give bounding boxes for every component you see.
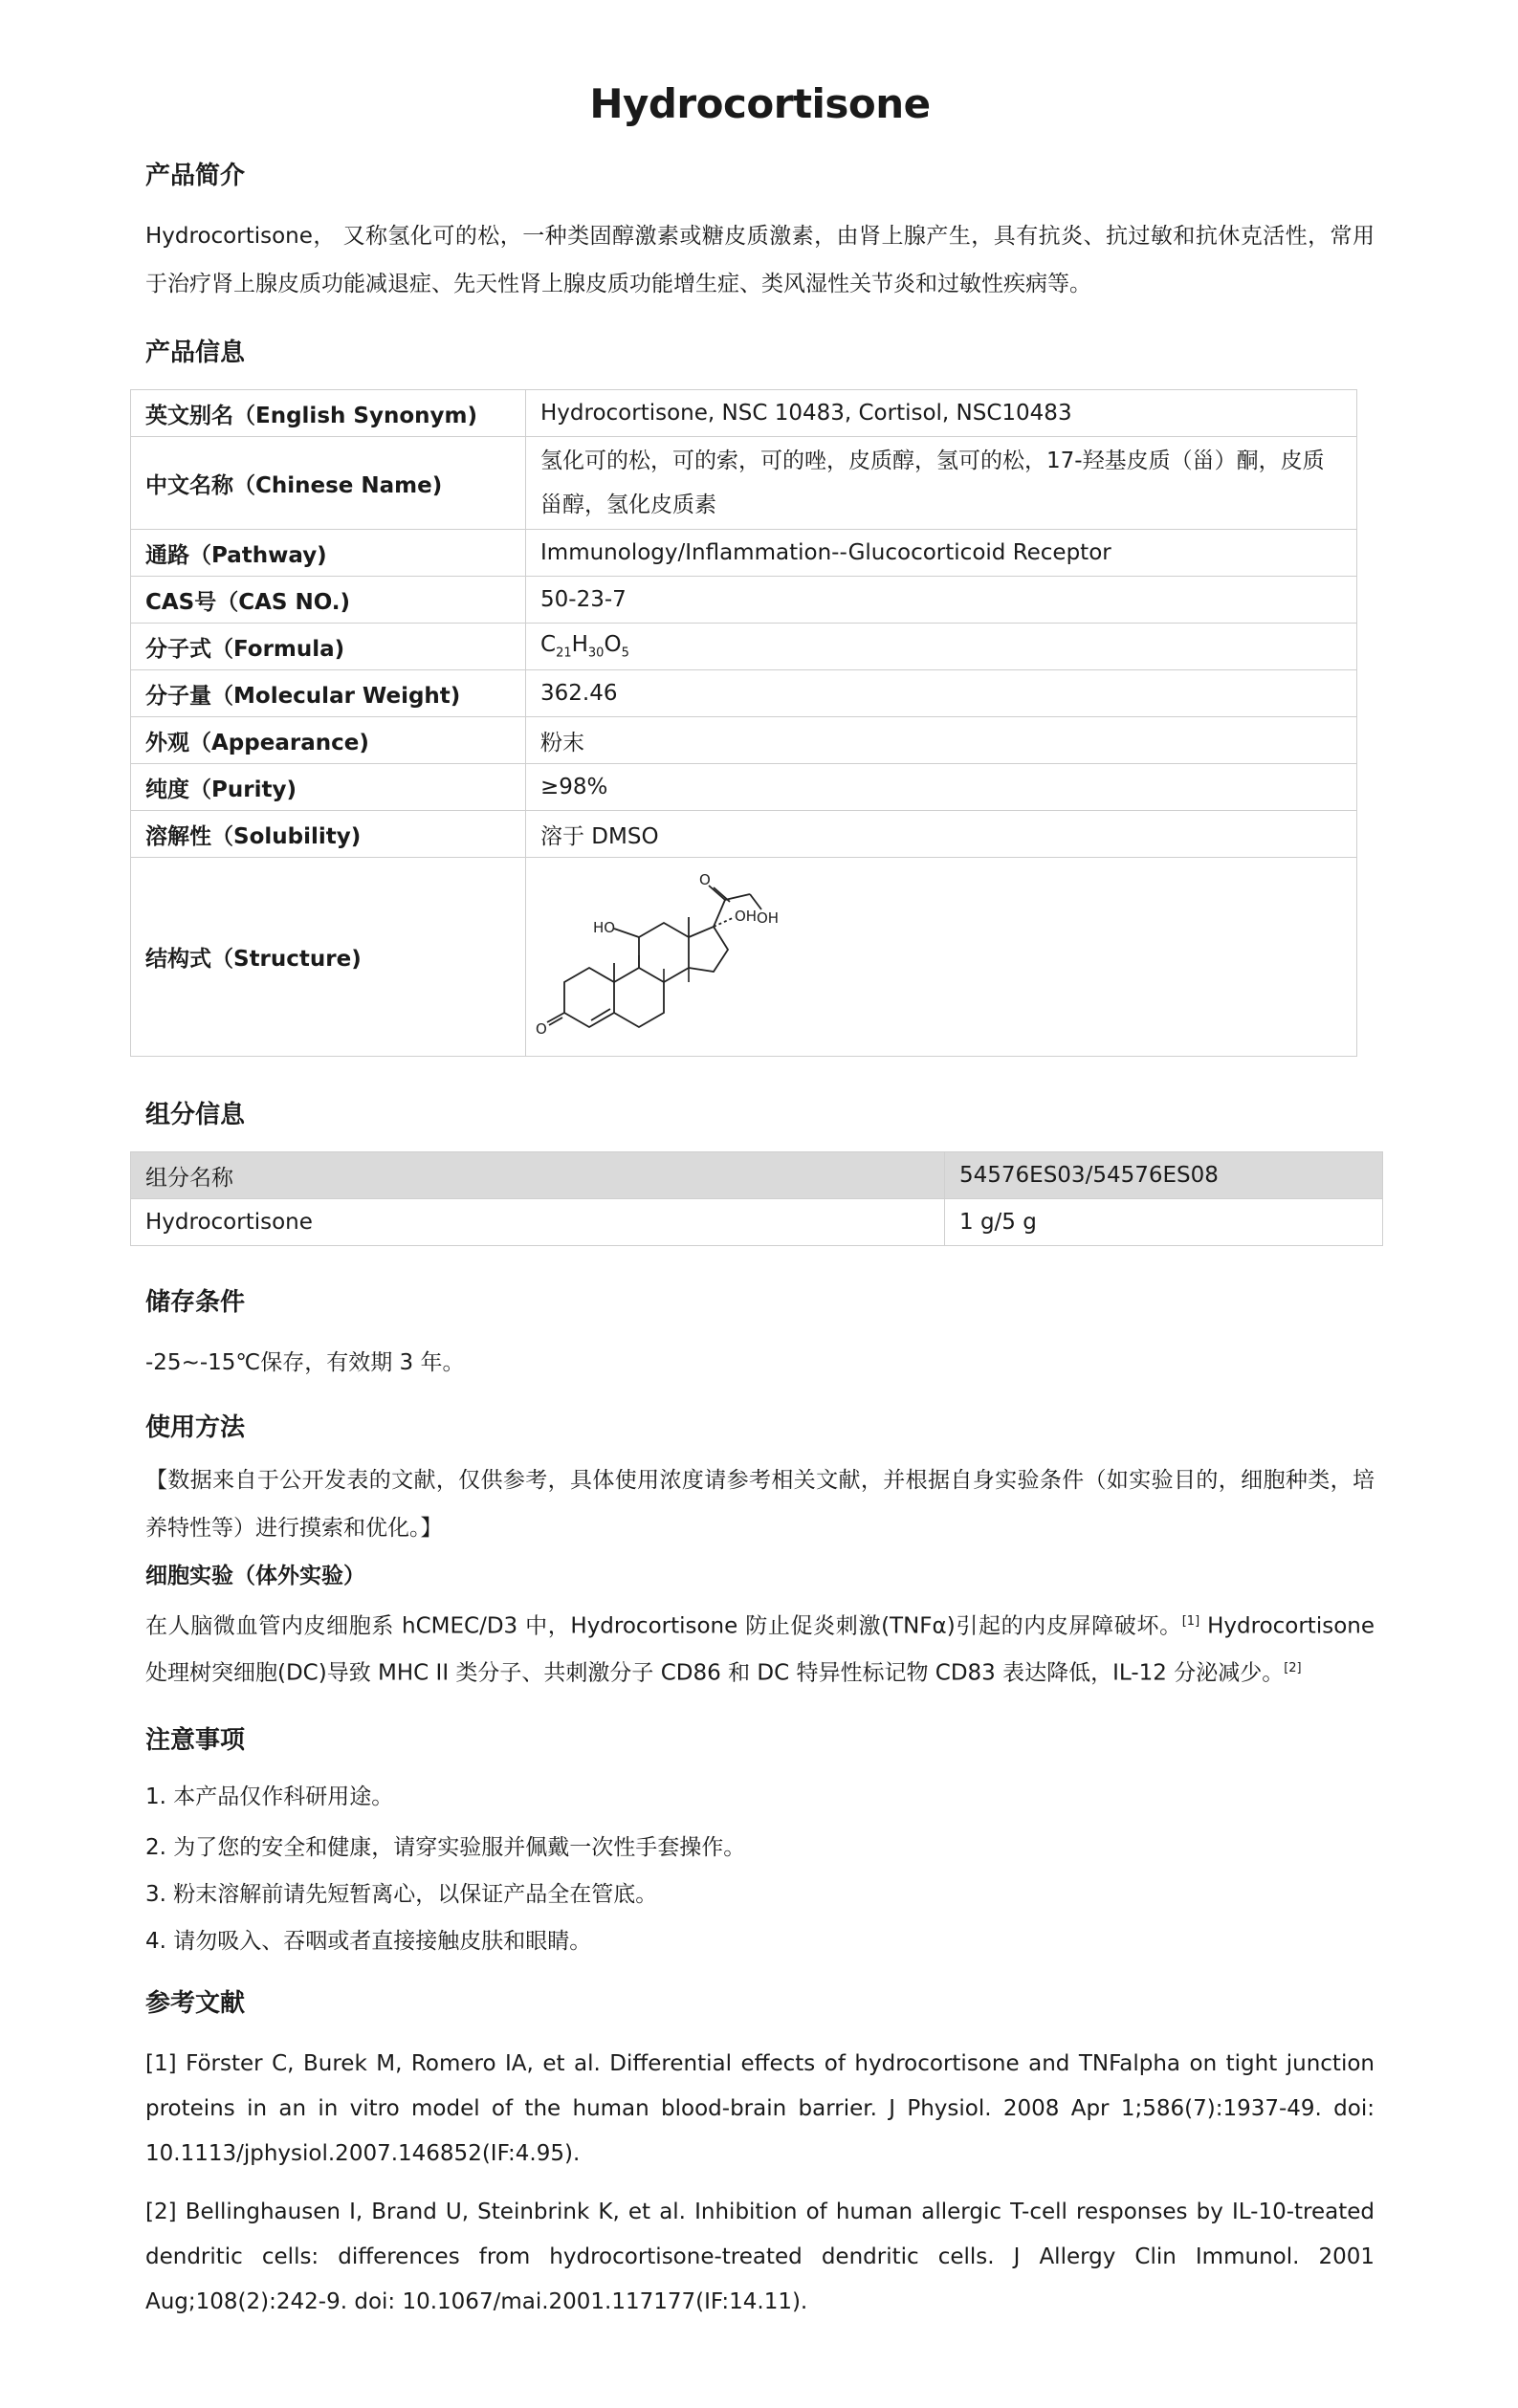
reference-item: [1] Förster C, Burek M, Romero IA, et al. Differential effects of hydrocortisone and TNFalpha on tight junction proteins in an in vitro model of the human blood-brain barrier. J Physiol. 2008 Apr 1;586(7):1937-49. doi: 10.1113/jphysiol.2007.146852(IF:4.95). <box>145 2051 1375 2167</box>
reference-item: [2] Bellinghausen I, Brand U, Steinbrink K, et al. Inhibition of human allergic T-cell responses by IL-10-treated dendritic cells: differences from hydrocortisone-treated dendritic cells. J Allergy Clin Immunol. 2001 Aug;108(2):242-9. doi: 10.1067/mai.2001.117177(IF:14.11). <box>145 2200 1375 2315</box>
table-row <box>131 577 1357 624</box>
table-row <box>131 764 1357 811</box>
components-table <box>130 1151 1383 1246</box>
list-item: 3. 粉末溶解前请先短暂离心，以保证产品全在管底。 <box>145 1882 658 1908</box>
list-item: 1. 本产品仅作科研用途。 <box>145 1784 394 1810</box>
ref1-superscript: [1] <box>1181 1614 1200 1629</box>
table-header-row <box>131 1152 1383 1199</box>
table-row <box>131 624 1357 670</box>
product-info-table <box>130 389 1357 1057</box>
solubility-value: 溶于 DMSO <box>526 811 1357 858</box>
table-row <box>131 717 1357 764</box>
intro-text: Hydrocortisone， 又称氢化可的松，一种类固醇激素或糖皮质激素，由肾上腺产生，具有抗炎、抗过敏和抗休克活性，常用于治疗肾上腺皮质功能减退症、先天性肾上腺皮质功能增生症、类风湿性关节炎和过敏性疾病等。 <box>145 224 1375 296</box>
structure-o3-label: O <box>536 1019 547 1038</box>
pathway-value: Immunology/Inflammation--Glucocorticoid Receptor <box>526 530 1357 577</box>
structure-ho11-label: HO <box>593 918 616 936</box>
component-amount-cell: 1 g/5 g <box>945 1199 1383 1246</box>
usage-heading: 使用方法 <box>145 1413 246 1442</box>
pathway-label: 通路（Pathway) <box>131 530 526 577</box>
solubility-label: 溶解性（Solubility) <box>131 811 526 858</box>
usage-note: 【数据来自于公开发表的文献，仅供参考，具体使用浓度请参考相关文献，并根据自身实验条件（如实验目的，细胞种类，培养特性等）进行摸索和优化。】 <box>145 1468 1375 1541</box>
hydrocortisone-structure-image <box>534 860 840 1055</box>
synonym-value: Hydrocortisone, NSC 10483, Cortisol, NSC10483 <box>526 390 1357 437</box>
component-name-cell: Hydrocortisone <box>131 1199 945 1246</box>
structure-label: 结构式（Structure) <box>131 858 526 1057</box>
table-row <box>131 530 1357 577</box>
references-heading: 参考文献 <box>145 1989 246 2019</box>
formula-value: $C_{21}H_{30}O_5$ <box>526 624 1357 670</box>
list-item: 4. 请勿吸入、吞咽或者直接接触皮肤和眼睛。 <box>145 1929 592 1955</box>
structure-cell <box>526 858 1357 1057</box>
component-name-header: 组分名称 <box>131 1152 945 1199</box>
purity-label: 纯度（Purity) <box>131 764 526 811</box>
list-item: 2. 为了您的安全和健康，请穿实验服并佩戴一次性手套操作。 <box>145 1835 746 1861</box>
mw-label: 分子量（Molecular Weight) <box>131 670 526 717</box>
ref2-superscript: [2] <box>1284 1660 1302 1675</box>
cas-value: 50-23-7 <box>526 577 1357 624</box>
appearance-value: 粉末 <box>526 717 1357 764</box>
notes-list <box>145 1779 1375 1955</box>
structure-oh17-label: OH <box>735 907 758 925</box>
table-row <box>131 390 1357 437</box>
structure-ohend-label: OH <box>757 908 780 927</box>
mw-value: 362.46 <box>526 670 1357 717</box>
notes-heading: 注意事项 <box>145 1726 246 1756</box>
structure-otop-label: O <box>699 870 711 888</box>
chinese-name-label: 中文名称（Chinese Name) <box>131 437 526 530</box>
table-row <box>131 811 1357 858</box>
info-heading: 产品信息 <box>145 339 246 367</box>
table-row <box>131 437 1357 530</box>
table-row <box>131 1199 1383 1246</box>
usage-subheading: 细胞实验（体外实验） <box>145 1564 365 1588</box>
formula-label: 分子式（Formula) <box>131 624 526 670</box>
table-row <box>131 858 1357 1057</box>
storage-heading: 储存条件 <box>145 1288 246 1317</box>
usage-text: 在人脑微血管内皮细胞系 hCMEC/D3 中，Hydrocortisone 防止促炎刺激(TNFα)引起的内皮屏障破坏。[1] Hydrocortisone 处理树突细胞(DC)导致 MHC II 类分子、共刺激分子 CD86 和 DC 特异性标记物 CD83 表达降低，IL-12 分泌减少。[2] <box>145 1613 1375 1686</box>
component-catalog-header: 54576ES03/54576ES08 <box>945 1152 1383 1199</box>
purity-value: ≥98% <box>526 764 1357 811</box>
intro-heading: 产品简介 <box>145 162 246 190</box>
synonym-label: 英文别名（English Synonym) <box>131 390 526 437</box>
chinese-name-value: 氢化可的松，可的索，可的唑，皮质醇，氢可的松，17-羟基皮质（甾）酮，皮质甾醇，氢化皮质素 <box>526 437 1357 530</box>
table-row <box>131 670 1357 717</box>
storage-text: -25~-15℃保存，有效期 3 年。 <box>145 1350 465 1375</box>
components-heading: 组分信息 <box>145 1101 246 1129</box>
cas-label: CAS号（CAS NO.) <box>131 577 526 624</box>
appearance-label: 外观（Appearance) <box>131 717 526 764</box>
page-title: Hydrocortisone <box>589 80 931 127</box>
